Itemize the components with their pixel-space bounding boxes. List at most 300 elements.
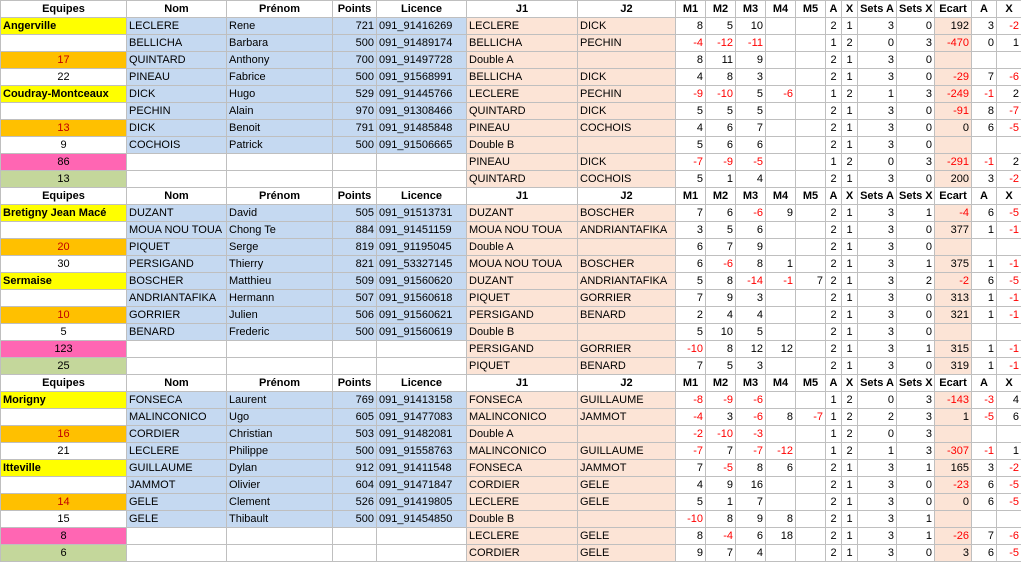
ecart-cell: -4: [935, 205, 972, 222]
a2-cell: 6: [972, 120, 997, 137]
sets-a-cell: 3: [858, 324, 897, 341]
a-cell: 2: [826, 290, 842, 307]
j2-cell: GELE: [578, 528, 676, 545]
a-cell: 2: [826, 222, 842, 239]
header-nom: Nom: [127, 188, 227, 205]
m5-cell: [796, 324, 826, 341]
header-x2: X: [997, 1, 1021, 18]
ecart-cell: 0: [935, 494, 972, 511]
x2-cell: -6: [997, 69, 1021, 86]
team-cell: Sermaise: [1, 273, 127, 290]
sets-a-cell: 3: [858, 528, 897, 545]
sets-x-cell: 0: [897, 290, 935, 307]
a2-cell: 1: [972, 341, 997, 358]
m4-cell: 6: [766, 460, 796, 477]
x-cell: 1: [842, 222, 858, 239]
a2-cell: 3: [972, 460, 997, 477]
m1-cell: -9: [676, 86, 706, 103]
licence-cell: 091_91451159: [377, 222, 467, 239]
sets-a-cell: 3: [858, 494, 897, 511]
m5-cell: [796, 256, 826, 273]
m5-cell: [796, 290, 826, 307]
a2-cell: 8: [972, 103, 997, 120]
m2-cell: 8: [706, 273, 736, 290]
prenom-cell: Matthieu: [227, 273, 333, 290]
a2-cell: 1: [972, 307, 997, 324]
a2-cell: [972, 511, 997, 528]
x2-cell: -1: [997, 358, 1021, 375]
m3-cell: 12: [736, 341, 766, 358]
nom-cell: QUINTARD: [127, 52, 227, 69]
sets-x-cell: 0: [897, 18, 935, 35]
m3-cell: 4: [736, 545, 766, 562]
header-m1: M1: [676, 375, 706, 392]
sets-a-cell: 0: [858, 426, 897, 443]
header-ecart: Ecart: [935, 188, 972, 205]
j2-cell: PECHIN: [578, 86, 676, 103]
m5-cell: [796, 18, 826, 35]
ecart-cell: -307: [935, 443, 972, 460]
team-cell: 25: [1, 358, 127, 375]
m5-cell: [796, 511, 826, 528]
x-cell: 2: [842, 154, 858, 171]
prenom-cell: [227, 171, 333, 188]
a2-cell: 0: [972, 35, 997, 52]
j1-cell: QUINTARD: [467, 171, 578, 188]
x2-cell: 2: [997, 154, 1021, 171]
m1-cell: 5: [676, 324, 706, 341]
header-m1: M1: [676, 1, 706, 18]
nom-cell: LECLERE: [127, 18, 227, 35]
m3-cell: -7: [736, 443, 766, 460]
nom-cell: BOSCHER: [127, 273, 227, 290]
m1-cell: -8: [676, 392, 706, 409]
x2-cell: [997, 324, 1021, 341]
team-cell: Bretigny Jean Macé: [1, 205, 127, 222]
header-a: A: [826, 375, 842, 392]
a-cell: 2: [826, 137, 842, 154]
a-cell: 2: [826, 477, 842, 494]
x2-cell: -5: [997, 205, 1021, 222]
licence-cell: 091_91471847: [377, 477, 467, 494]
m1-cell: -4: [676, 35, 706, 52]
x-cell: 1: [842, 52, 858, 69]
points-cell: [333, 154, 377, 171]
m1-cell: 6: [676, 239, 706, 256]
nom-cell: [127, 171, 227, 188]
m5-cell: [796, 545, 826, 562]
j1-cell: LECLERE: [467, 86, 578, 103]
team-cell: 86: [1, 154, 127, 171]
nom-cell: MALINCONICO: [127, 409, 227, 426]
m3-cell: 6: [736, 137, 766, 154]
points-cell: 505: [333, 205, 377, 222]
licence-cell: [377, 341, 467, 358]
sets-x-cell: 0: [897, 545, 935, 562]
m2-cell: 6: [706, 137, 736, 154]
a-cell: 2: [826, 511, 842, 528]
sets-x-cell: 1: [897, 256, 935, 273]
x-cell: 1: [842, 494, 858, 511]
sets-x-cell: 0: [897, 52, 935, 69]
m5-cell: [796, 222, 826, 239]
x2-cell: -1: [997, 290, 1021, 307]
points-cell: 507: [333, 290, 377, 307]
ecart-cell: 192: [935, 18, 972, 35]
j2-cell: BOSCHER: [578, 256, 676, 273]
a-cell: 1: [826, 443, 842, 460]
a2-cell: 6: [972, 205, 997, 222]
a2-cell: -1: [972, 154, 997, 171]
sets-x-cell: 3: [897, 154, 935, 171]
prenom-cell: Clement: [227, 494, 333, 511]
x2-cell: [997, 426, 1021, 443]
x-cell: 1: [842, 528, 858, 545]
x-cell: 1: [842, 477, 858, 494]
prenom-cell: Rene: [227, 18, 333, 35]
licence-cell: 091_91560621: [377, 307, 467, 324]
team-cell: [1, 290, 127, 307]
j1-cell: Double A: [467, 52, 578, 69]
m3-cell: 16: [736, 477, 766, 494]
a2-cell: 1: [972, 256, 997, 273]
licence-cell: 091_91477083: [377, 409, 467, 426]
m2-cell: 4: [706, 307, 736, 324]
header-j2: J2: [578, 1, 676, 18]
j2-cell: ANDRIANTAFIKA: [578, 222, 676, 239]
j1-cell: PIQUET: [467, 290, 578, 307]
m3-cell: -14: [736, 273, 766, 290]
ecart-cell: 200: [935, 171, 972, 188]
x2-cell: 1: [997, 35, 1021, 52]
m5-cell: 7: [796, 273, 826, 290]
x2-cell: [997, 137, 1021, 154]
nom-cell: [127, 545, 227, 562]
table-row: [1, 392, 1021, 409]
header-j2: J2: [578, 375, 676, 392]
prenom-cell: [227, 358, 333, 375]
x2-cell: -2: [997, 460, 1021, 477]
x2-cell: -2: [997, 171, 1021, 188]
licence-cell: 091_91482081: [377, 426, 467, 443]
sets-a-cell: 3: [858, 477, 897, 494]
team-cell: Angerville: [1, 18, 127, 35]
a-cell: 2: [826, 120, 842, 137]
header-row: [1, 375, 1021, 392]
m3-cell: 5: [736, 324, 766, 341]
points-cell: 604: [333, 477, 377, 494]
licence-cell: 091_91560618: [377, 290, 467, 307]
a-cell: 2: [826, 103, 842, 120]
header-points: Points: [333, 1, 377, 18]
header-a2: A: [972, 188, 997, 205]
m1-cell: -4: [676, 409, 706, 426]
sets-x-cell: 3: [897, 409, 935, 426]
a2-cell: 3: [972, 18, 997, 35]
licence-cell: 091_91411548: [377, 460, 467, 477]
j2-cell: GELE: [578, 545, 676, 562]
ecart-cell: 0: [935, 120, 972, 137]
m1-cell: 8: [676, 52, 706, 69]
points-cell: 819: [333, 239, 377, 256]
m4-cell: [766, 103, 796, 120]
points-cell: 821: [333, 256, 377, 273]
prenom-cell: Philippe: [227, 443, 333, 460]
m5-cell: [796, 154, 826, 171]
ecart-cell: 3: [935, 545, 972, 562]
a2-cell: [972, 426, 997, 443]
team-cell: 21: [1, 443, 127, 460]
table-row: [1, 256, 1021, 273]
licence-cell: [377, 528, 467, 545]
x-cell: 1: [842, 103, 858, 120]
prenom-cell: Ugo: [227, 409, 333, 426]
nom-cell: GELE: [127, 494, 227, 511]
m1-cell: 7: [676, 358, 706, 375]
prenom-cell: Barbara: [227, 35, 333, 52]
licence-cell: 091_91485848: [377, 120, 467, 137]
j2-cell: [578, 426, 676, 443]
header-m2: M2: [706, 1, 736, 18]
m4-cell: [766, 222, 796, 239]
j1-cell: DUZANT: [467, 273, 578, 290]
nom-cell: PECHIN: [127, 103, 227, 120]
team-cell: 8: [1, 528, 127, 545]
ecart-cell: -91: [935, 103, 972, 120]
m1-cell: 8: [676, 18, 706, 35]
sets-a-cell: 3: [858, 358, 897, 375]
prenom-cell: Frederic: [227, 324, 333, 341]
table-row: [1, 86, 1021, 103]
m4-cell: 8: [766, 511, 796, 528]
x-cell: 1: [842, 171, 858, 188]
header-prenom: Prénom: [227, 375, 333, 392]
sets-a-cell: 3: [858, 171, 897, 188]
m3-cell: 7: [736, 494, 766, 511]
x2-cell: -1: [997, 307, 1021, 324]
nom-cell: PINEAU: [127, 69, 227, 86]
m5-cell: [796, 69, 826, 86]
table-row: [1, 137, 1021, 154]
m3-cell: -6: [736, 409, 766, 426]
nom-cell: GUILLAUME: [127, 460, 227, 477]
table-row: [1, 307, 1021, 324]
nom-cell: [127, 358, 227, 375]
m4-cell: 12: [766, 341, 796, 358]
licence-cell: 091_91195045: [377, 239, 467, 256]
sets-x-cell: 0: [897, 307, 935, 324]
ecart-cell: -23: [935, 477, 972, 494]
m4-cell: [766, 35, 796, 52]
j1-cell: LECLERE: [467, 494, 578, 511]
x2-cell: -1: [997, 222, 1021, 239]
table-row: [1, 205, 1021, 222]
m1-cell: 4: [676, 477, 706, 494]
x2-cell: 1: [997, 443, 1021, 460]
x2-cell: -7: [997, 103, 1021, 120]
sets-a-cell: 3: [858, 511, 897, 528]
a2-cell: 7: [972, 528, 997, 545]
prenom-cell: [227, 528, 333, 545]
m4-cell: [766, 494, 796, 511]
header-m4: M4: [766, 1, 796, 18]
m5-cell: [796, 103, 826, 120]
sets-a-cell: 3: [858, 103, 897, 120]
sets-x-cell: 3: [897, 86, 935, 103]
m3-cell: 7: [736, 120, 766, 137]
m5-cell: [796, 460, 826, 477]
x2-cell: -1: [997, 341, 1021, 358]
team-cell: 14: [1, 494, 127, 511]
m3-cell: 5: [736, 103, 766, 120]
header-m3: M3: [736, 375, 766, 392]
header-x: X: [842, 1, 858, 18]
header-a: A: [826, 1, 842, 18]
prenom-cell: Dylan: [227, 460, 333, 477]
x-cell: 1: [842, 137, 858, 154]
j1-cell: FONSECA: [467, 392, 578, 409]
prenom-cell: Hermann: [227, 290, 333, 307]
m1-cell: 7: [676, 460, 706, 477]
team-cell: 17: [1, 52, 127, 69]
licence-cell: [377, 154, 467, 171]
x2-cell: -2: [997, 18, 1021, 35]
m1-cell: 5: [676, 103, 706, 120]
team-cell: [1, 409, 127, 426]
m5-cell: [796, 494, 826, 511]
m5-cell: [796, 392, 826, 409]
j2-cell: PECHIN: [578, 35, 676, 52]
prenom-cell: Alain: [227, 103, 333, 120]
header-prenom: Prénom: [227, 1, 333, 18]
x-cell: 1: [842, 324, 858, 341]
header-a: A: [826, 188, 842, 205]
nom-cell: GORRIER: [127, 307, 227, 324]
a-cell: 2: [826, 545, 842, 562]
table-row: [1, 443, 1021, 460]
j2-cell: BOSCHER: [578, 205, 676, 222]
a-cell: 2: [826, 69, 842, 86]
m1-cell: 9: [676, 545, 706, 562]
m3-cell: -3: [736, 426, 766, 443]
points-cell: 605: [333, 409, 377, 426]
nom-cell: [127, 341, 227, 358]
sets-x-cell: 0: [897, 137, 935, 154]
j2-cell: ANDRIANTAFIKA: [578, 273, 676, 290]
x2-cell: 4: [997, 392, 1021, 409]
ecart-cell: [935, 239, 972, 256]
points-cell: 509: [333, 273, 377, 290]
m2-cell: 3: [706, 409, 736, 426]
team-cell: 22: [1, 69, 127, 86]
x-cell: 1: [842, 460, 858, 477]
header-m5: M5: [796, 375, 826, 392]
x-cell: 2: [842, 35, 858, 52]
points-cell: 506: [333, 307, 377, 324]
licence-cell: 091_91419805: [377, 494, 467, 511]
x2-cell: -6: [997, 528, 1021, 545]
team-cell: [1, 35, 127, 52]
a2-cell: [972, 324, 997, 341]
table-row: [1, 528, 1021, 545]
table-row: [1, 52, 1021, 69]
table-row: [1, 239, 1021, 256]
m2-cell: 6: [706, 205, 736, 222]
team-cell: [1, 103, 127, 120]
j1-cell: DUZANT: [467, 205, 578, 222]
header-setsx: Sets X: [897, 1, 935, 18]
prenom-cell: Anthony: [227, 52, 333, 69]
m3-cell: 5: [736, 86, 766, 103]
m1-cell: 3: [676, 222, 706, 239]
table-row: [1, 494, 1021, 511]
a2-cell: 3: [972, 171, 997, 188]
j1-cell: QUINTARD: [467, 103, 578, 120]
ecart-cell: -26: [935, 528, 972, 545]
ecart-cell: -2: [935, 273, 972, 290]
m3-cell: 4: [736, 171, 766, 188]
table-row: [1, 511, 1021, 528]
m5-cell: [796, 358, 826, 375]
m1-cell: -7: [676, 443, 706, 460]
m4-cell: [766, 392, 796, 409]
licence-cell: 091_91497728: [377, 52, 467, 69]
header-m4: M4: [766, 375, 796, 392]
m4-cell: [766, 171, 796, 188]
m2-cell: 7: [706, 545, 736, 562]
j2-cell: [578, 239, 676, 256]
table-row: [1, 35, 1021, 52]
licence-cell: 091_91308466: [377, 103, 467, 120]
header-m2: M2: [706, 188, 736, 205]
table-row: [1, 290, 1021, 307]
points-cell: 500: [333, 137, 377, 154]
x-cell: 1: [842, 511, 858, 528]
a2-cell: 1: [972, 290, 997, 307]
m1-cell: 6: [676, 256, 706, 273]
m2-cell: 8: [706, 69, 736, 86]
licence-cell: [377, 358, 467, 375]
ecart-cell: 319: [935, 358, 972, 375]
x2-cell: -5: [997, 477, 1021, 494]
m3-cell: 10: [736, 18, 766, 35]
a-cell: 2: [826, 494, 842, 511]
nom-cell: BELLICHA: [127, 35, 227, 52]
prenom-cell: [227, 341, 333, 358]
j2-cell: DICK: [578, 69, 676, 86]
m5-cell: [796, 239, 826, 256]
j1-cell: Double B: [467, 511, 578, 528]
m2-cell: -5: [706, 460, 736, 477]
points-cell: 769: [333, 392, 377, 409]
table-row: [1, 341, 1021, 358]
m3-cell: 9: [736, 239, 766, 256]
sets-a-cell: 3: [858, 341, 897, 358]
j2-cell: JAMMOT: [578, 409, 676, 426]
ecart-cell: 1: [935, 409, 972, 426]
sets-a-cell: 0: [858, 35, 897, 52]
table-row: [1, 222, 1021, 239]
a-cell: 2: [826, 273, 842, 290]
licence-cell: 091_91513731: [377, 205, 467, 222]
header-ecart: Ecart: [935, 375, 972, 392]
team-cell: [1, 477, 127, 494]
m1-cell: 5: [676, 494, 706, 511]
sets-x-cell: 1: [897, 528, 935, 545]
sets-x-cell: 3: [897, 35, 935, 52]
j1-cell: LECLERE: [467, 18, 578, 35]
a2-cell: [972, 137, 997, 154]
